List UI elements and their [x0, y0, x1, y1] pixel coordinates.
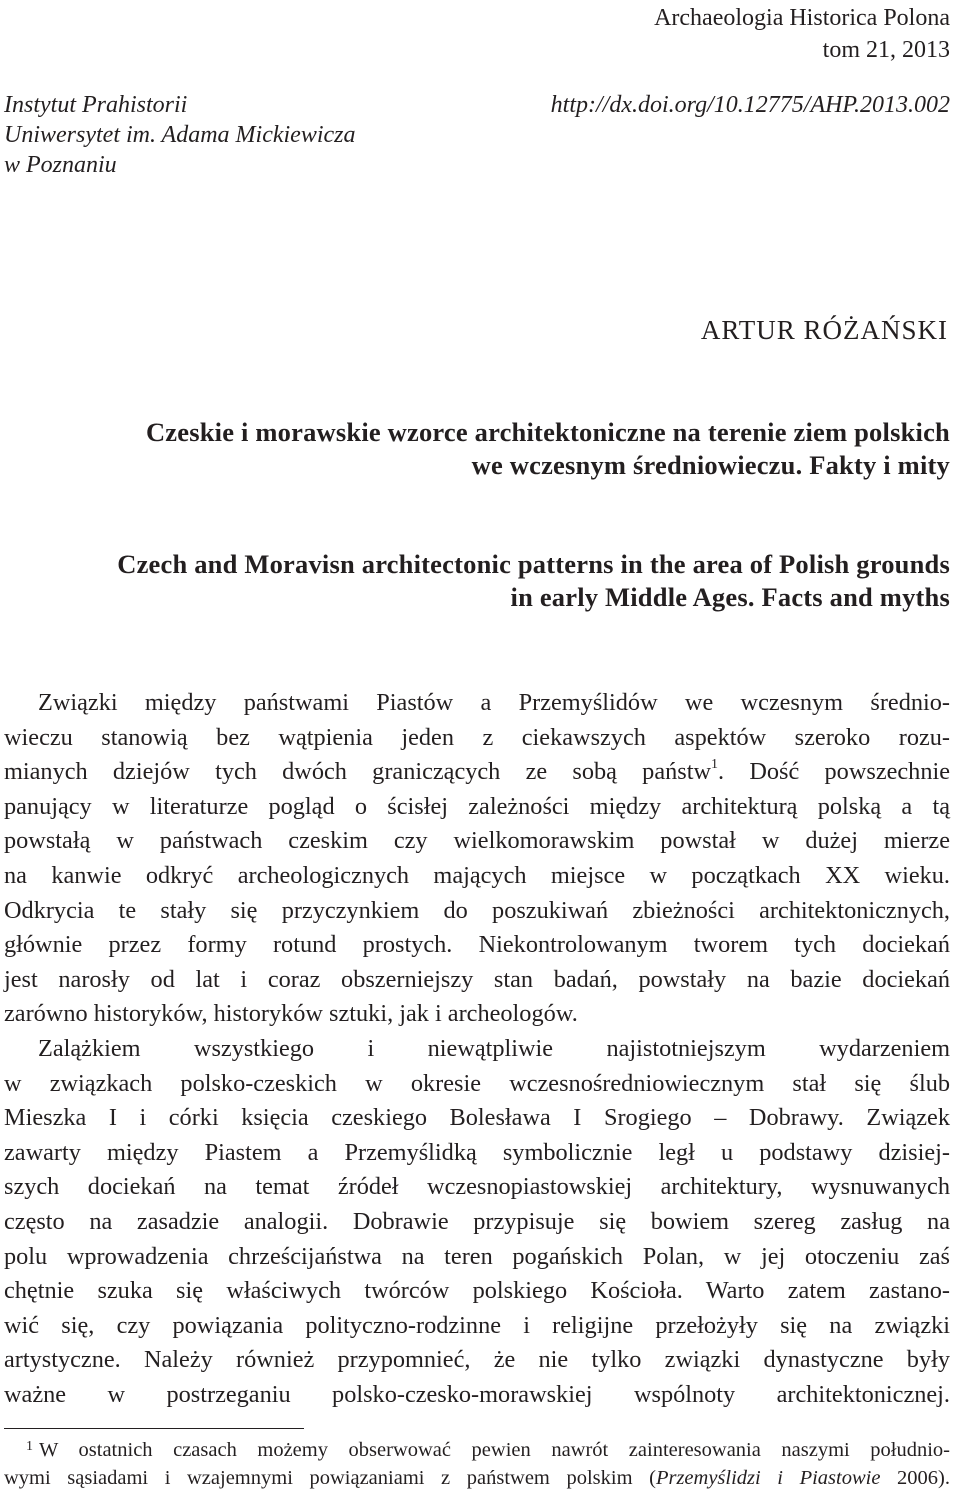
- body-text: . Dość powszechnie: [718, 758, 951, 786]
- body-text: mianych dziejów tych dwóch graniczących ze sobą państw: [4, 758, 712, 786]
- journal-header: [654, 2, 950, 66]
- body-line: Związki między państwami Piastów a Przemyślidów we wczesnym średnio-: [38, 689, 950, 716]
- body-line: Odkrycia te stały się przyczynkiem do poszukiwań zbieżności architektonicznych,: [4, 896, 950, 924]
- body-line: często na zasadzie analogii. Dobrawie przypisuje się bowiem szereg zasług na: [4, 1207, 950, 1235]
- footnote-cited-title: Przemyślidzi i Piastowie: [655, 1467, 881, 1489]
- doi-link[interactable]: http://dx.doi.org/10.12775/AHP.2013.002: [550, 92, 950, 118]
- body-line: panujący w literaturze pogląd o ścisłej zależności między architekturą polską a tą: [4, 792, 950, 820]
- body-line: polu wprowadzenia chrześcijaństwa na teren pogańskich Polan, w jej otoczeniu zaś: [4, 1242, 950, 1270]
- affiliation-line: Instytut Prahistorii: [4, 92, 188, 118]
- journal-name: Archaeologia Historica Polona: [654, 5, 950, 31]
- footnote-number: 1: [26, 1439, 33, 1454]
- body-line: ważne w postrzeganiu polsko-czesko-morawskiej wspólnoty architektonicznej.: [4, 1380, 950, 1408]
- body-line: powstałą w państwach czeskim czy wielkomorawskim powstał w dużej mierze: [4, 827, 950, 855]
- body-line: jest narosły od lat i coraz obszerniejszy stan badań, powstały na bazie dociekań: [4, 965, 950, 993]
- affiliation-line: Uniwersytet im. Adama Mickiewicza: [4, 122, 356, 148]
- title-line: Czech and Moravisn architectonic patterns in the area of Polish grounds: [117, 549, 950, 579]
- body-line: artystyczne. Należy również przypomnieć, że nie tylko związki dynastyczne były: [4, 1346, 950, 1374]
- body-line: zawarty między Piastem a Przemyślidką symbolicznie legł u podstawy dzisiej-: [4, 1138, 950, 1166]
- footnote: [4, 1436, 950, 1492]
- title-english: [10, 548, 950, 614]
- footnote-text: 2006).: [880, 1467, 950, 1489]
- title-line: in early Middle Ages. Facts and myths: [510, 582, 950, 612]
- body-line: szych dociekań na temat źródeł wczesnopiastowskiej architektury, wysnuwanych: [4, 1173, 950, 1201]
- body-line: wić się, czy powiązania polityczno-rodzinne i religijne przełożyły się na związki: [4, 1311, 950, 1339]
- footnote-ref[interactable]: 1: [711, 757, 719, 773]
- footnote-text: W ostatnich czasach możemy obserwować pewien nawrót zainteresowania naszymi południo-: [39, 1439, 950, 1461]
- body-line: głównie przez formy rotund prostych. Niekontrolowanym tworem tych dociekań: [4, 931, 950, 959]
- body-line: na kanwie odkryć archeologicznych mających miejsce w początkach XX wieku.: [4, 861, 950, 889]
- title-line: Czeskie i morawskie wzorce architektoniczne na terenie ziem polskich: [145, 417, 950, 447]
- journal-volume: tom 21, 2013: [822, 37, 950, 63]
- title-line: we wczesnym średniowieczu. Fakty i mity: [471, 450, 950, 480]
- author-name: ARTUR RÓŻAŃSKI: [700, 315, 948, 345]
- article-body: [4, 686, 950, 1412]
- footnote-line: [4, 1464, 950, 1492]
- footnote-divider: [4, 1428, 304, 1429]
- body-line: Zalążkiem wszystkiego i niewątpliwie najistotniejszym wydarzeniem: [38, 1034, 950, 1062]
- affiliation-line: w Poznaniu: [4, 152, 117, 178]
- body-line: wieczu stanowią bez wątpienia jeden z ciekawszych aspektów szeroko rozu-: [4, 723, 950, 751]
- body-line: chętnie szuka się właściwych twórców polskiego Kościoła. Warto zatem zastano-: [4, 1277, 950, 1305]
- footnote-line: [4, 1436, 950, 1464]
- footnote-text: wymi sąsiadami i wzajemnymi powiązaniami z państwem polskim (: [4, 1467, 656, 1489]
- body-line: Mieszka I i córki księcia czeskiego Bolesława I Srogiego – Dobrawy. Związek: [4, 1104, 950, 1132]
- author-affiliation: [4, 90, 356, 180]
- body-line: [4, 755, 950, 790]
- title-polish: [10, 416, 950, 482]
- body-line: zarówno historyków, historyków sztuki, jak i archeologów.: [4, 1000, 578, 1028]
- body-line: w związkach polsko-czeskich w okresie wczesnośredniowiecznym stał się ślub: [4, 1069, 950, 1097]
